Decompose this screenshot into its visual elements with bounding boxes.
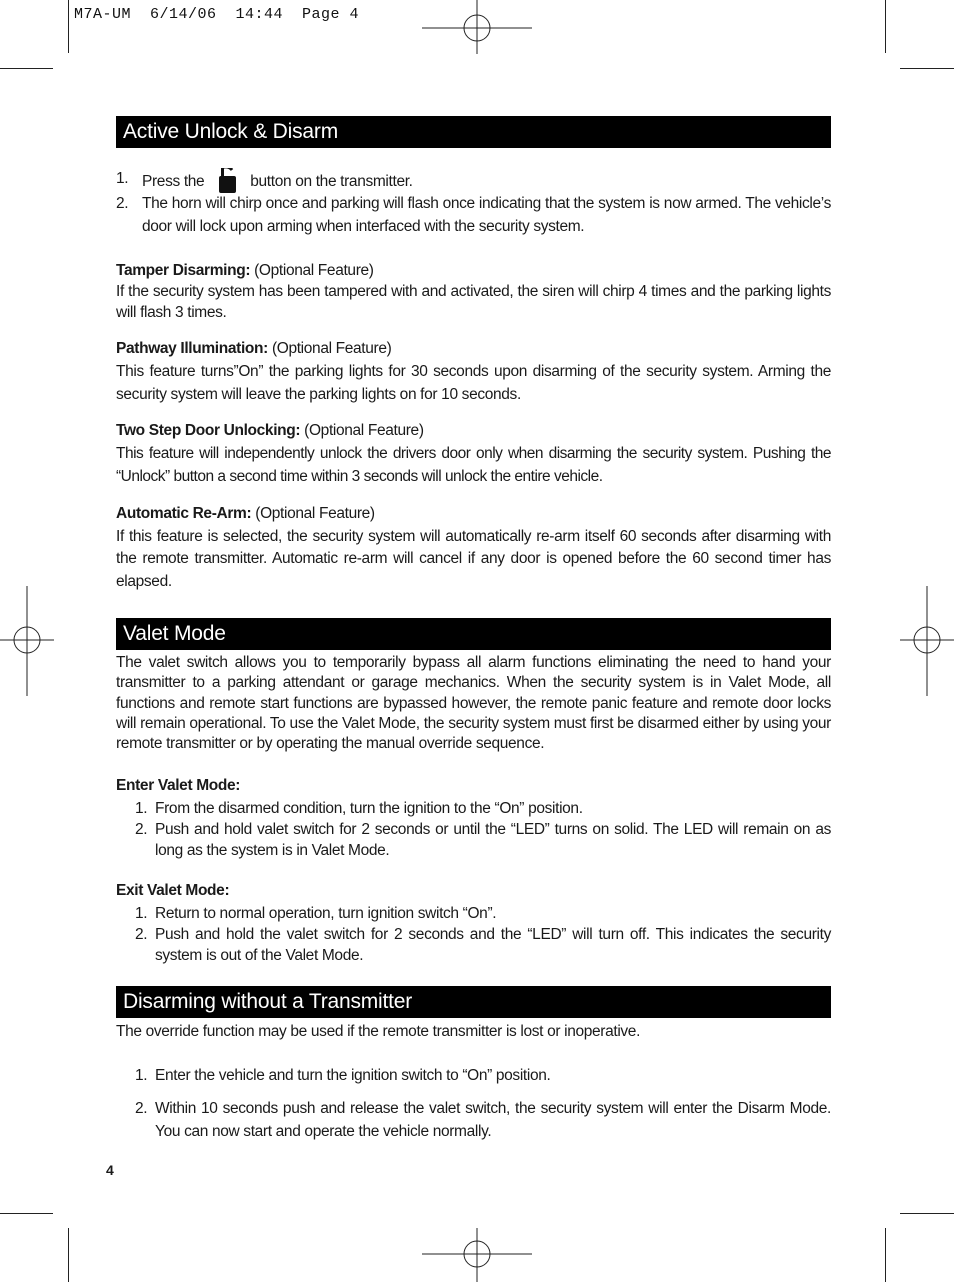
feature-optional: (Optional Feature)	[251, 505, 375, 522]
feature-description: If the security system has been tampered with and activated, the siren will chirp 4 times and the parking lights will flash 3 times.	[116, 283, 831, 321]
subheading: Enter Valet Mode:	[116, 777, 241, 794]
crop-mark	[0, 68, 53, 69]
step-number: 1.	[135, 905, 148, 922]
enter-valet-mode	[116, 775, 831, 861]
override-step-1	[116, 1065, 831, 1086]
step-text: button on the transmitter.	[250, 173, 413, 190]
step-text: Return to normal operation, turn ignition switch “On”.	[155, 905, 497, 922]
step-text: From the disarmed condition, turn the ignition to the “On” position.	[155, 800, 583, 817]
print-slug: M7A-UM 6/14/06 14:44 Page 4	[74, 6, 360, 23]
active-step-2	[116, 192, 831, 238]
registration-mark-bottom	[422, 1228, 532, 1282]
crop-mark	[0, 1213, 53, 1214]
two-step-door-unlocking	[116, 419, 831, 488]
section-header-valet-mode: Valet Mode	[116, 618, 831, 650]
step-number: 1.	[135, 800, 148, 817]
pathway-illumination	[116, 337, 831, 406]
section-header-active-unlock: Active Unlock & Disarm	[116, 116, 831, 148]
crop-mark	[900, 1213, 954, 1214]
feature-label: Pathway Illumination:	[116, 340, 268, 357]
feature-optional: (Optional Feature)	[250, 262, 374, 279]
registration-mark-left	[0, 586, 54, 696]
step-number: 2.	[135, 926, 148, 943]
step-text: Press the	[142, 173, 205, 190]
step-text: The horn will chirp once and parking will flash once indicating that the system is now armed. The vehicle’s door will lock upon arming when interfaced with the security system.	[142, 195, 831, 235]
step-number: 2.	[116, 195, 129, 212]
override-step-2	[116, 1098, 831, 1143]
automatic-re-arm	[116, 503, 831, 593]
step-number: 2.	[135, 821, 148, 838]
step-number: 1.	[135, 1067, 148, 1084]
step-text: Push and hold the valet switch for 2 seconds and the “LED” will turn off. This indicates the security system is out of the Valet Mode.	[155, 926, 831, 964]
feature-label: Automatic Re-Arm:	[116, 505, 252, 522]
crop-mark	[885, 0, 886, 53]
exit-valet-mode	[116, 880, 831, 966]
override-intro: The override function may be used if the remote transmitter is lost or inoperative.	[116, 1023, 641, 1040]
registration-mark-right	[900, 586, 954, 696]
section-header-disarming-without-transmitter: Disarming without a Transmitter	[116, 986, 831, 1018]
step-text: Within 10 seconds push and release the valet switch, the security system will enter the Disarm Mode. You can now start and operate the vehicle normally.	[155, 1100, 831, 1140]
step-text: Enter the vehicle and turn the ignition switch to “On” position.	[155, 1067, 551, 1084]
feature-description: This feature turns”On” the parking lights for 30 seconds upon disarming of the security system. Arming the security system will leave the parking lights on for 10 seconds.	[116, 363, 831, 403]
page-number: 4	[106, 1162, 114, 1178]
feature-description: If this feature is selected, the security system will automatically re-arm itself 60 seconds after disarming with the remote transmitter. Automatic re-arm will cancel if any door is opened before the 60 second timer has elapsed.	[116, 527, 831, 590]
feature-optional: (Optional Feature)	[300, 422, 424, 439]
crop-mark	[68, 0, 69, 53]
subheading: Exit Valet Mode:	[116, 882, 230, 899]
crop-mark	[885, 1228, 886, 1282]
registration-mark-top	[422, 0, 532, 54]
crop-mark	[68, 1228, 69, 1282]
crop-mark	[900, 68, 954, 69]
step-number: 1.	[116, 170, 129, 187]
valet-intro: The valet switch allows you to temporarily bypass all alarm functions eliminating the need to hand your transmitter to a parking attendant or garage mechanics. When the security system is in Valet Mode, all functions and remote start functions are bypassed however, the remote panic feature and remote door locks will remain operational. To use the Valet Mode, the security system must first be disarmed either by using your remote transmitter or by operating the manual override sequence.	[116, 654, 831, 753]
tamper-disarming	[116, 260, 831, 323]
feature-label: Two Step Door Unlocking:	[116, 422, 301, 439]
feature-label: Tamper Disarming:	[116, 262, 251, 279]
feature-description: This feature will independently unlock the drivers door only when disarming the security system. Pushing the “Unlock” button a second time within 3 seconds will unlock the entire vehicle.	[116, 445, 831, 485]
step-text: Push and hold valet switch for 2 seconds or until the “LED” turns on solid. The LED will remain on as long as the system is in Valet Mode.	[155, 821, 831, 859]
step-number: 2.	[135, 1100, 148, 1117]
feature-optional: (Optional Feature)	[267, 340, 392, 357]
